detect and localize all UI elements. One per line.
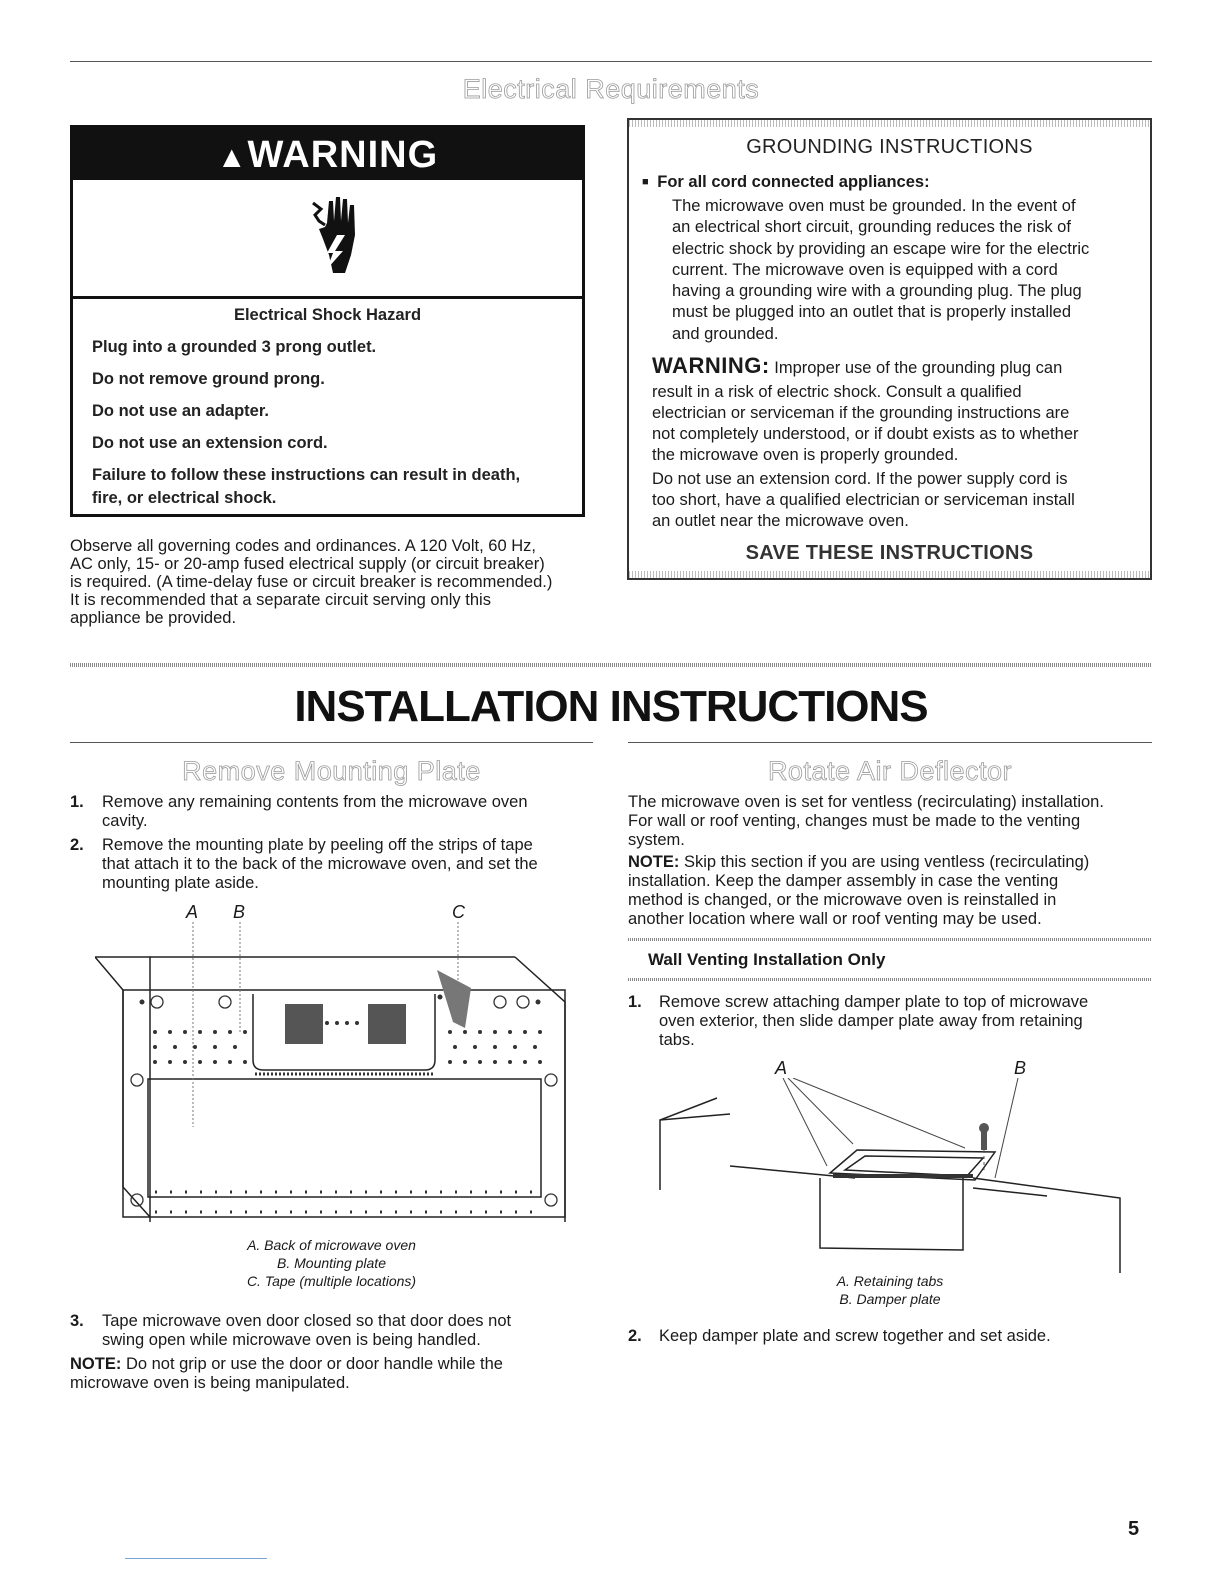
text-line: Remove any remaining contents from the microwave oven <box>102 793 528 811</box>
warning-triangle-icon: ▲ <box>216 141 248 174</box>
text-line: It is recommended that a separate circuit serving only this <box>70 591 491 609</box>
left-column-rule <box>70 742 593 743</box>
rotate-intro <box>628 793 1104 850</box>
warning-line: Do not use an extension cord. <box>92 434 328 452</box>
step-number: 2. <box>628 1327 642 1345</box>
text-line: system. <box>628 831 685 849</box>
text-line: must be plugged into an outlet that is properly installed <box>672 303 1071 322</box>
bullet-title: For all cord connected appliances: <box>657 173 930 191</box>
text-line: Do not use an extension cord. If the power supply cord is <box>652 470 1068 488</box>
text-line: method is changed, or the microwave oven is reinstalled in <box>628 891 1057 909</box>
remove-mounting-plate-title: Remove Mounting Plate <box>182 756 481 786</box>
warning-divider <box>73 296 582 299</box>
caption-line: B. Mounting plate <box>277 1255 386 1271</box>
hatched-divider <box>70 663 1152 667</box>
save-instructions: SAVE THESE INSTRUCTIONS <box>745 542 1034 564</box>
rotate-step2: Keep damper plate and screw together and set aside. <box>659 1327 1051 1345</box>
text-line: tabs. <box>659 1031 695 1049</box>
wall-venting-title: Wall Venting Installation Only <box>648 950 886 969</box>
note-label: NOTE: <box>628 853 680 871</box>
text-line: cavity. <box>102 812 148 830</box>
microwave-back-diagram <box>95 922 595 1222</box>
text-line: and grounded. <box>672 324 779 343</box>
label-c: C <box>452 902 465 922</box>
rotate-air-deflector-title: Rotate Air Deflector <box>767 756 1013 786</box>
square-bullet-icon: ■ <box>642 176 649 188</box>
warning-word: WARNING: <box>652 353 770 378</box>
remove-step2 <box>102 836 538 893</box>
warning-line: Do not remove ground prong. <box>92 370 325 388</box>
text-line: result in a risk of electric shock. Consult a qualified <box>652 383 1022 401</box>
text-line: not completely understood, or if doubt exists as to whether <box>652 425 1079 443</box>
text-line: the microwave oven is properly grounded. <box>652 446 959 464</box>
rotate-captions <box>628 1272 1152 1308</box>
text-line: AC only, 15- or 20-amp fused electrical supply (or circuit breaker) <box>70 555 545 573</box>
text-line: The microwave oven must be grounded. In the event of <box>672 197 1076 215</box>
hatched-rule <box>628 938 1152 941</box>
text-line: electric shock by providing an escape wire for the electric <box>672 239 1090 258</box>
text-line: Remove the mounting plate by peeling off the strips of tape <box>102 836 533 854</box>
text-line: that attach it to the back of the microwave oven, and set the <box>102 855 538 873</box>
text-line: electrician or serviceman if the grounding instructions are <box>652 404 1070 422</box>
text-line: current. The microwave oven is equipped with a cord <box>672 260 1058 279</box>
warning-line: Do not use an adapter. <box>92 402 269 420</box>
text-line: swing open while microwave oven is being handled. <box>102 1331 481 1349</box>
label-b: B <box>1014 1058 1027 1078</box>
remove-note <box>70 1355 503 1393</box>
caption-line: A. Back of microwave oven <box>247 1237 416 1253</box>
text-line: Skip this section if you are using ventless (recirculating) <box>683 853 1090 871</box>
grounding-para1 <box>672 196 1089 345</box>
text-line: The microwave oven is set for ventless (recirculating) installation. <box>628 793 1104 811</box>
text-line: Improper use of the grounding plug can <box>774 359 1063 377</box>
warning-header-text: WARNING <box>247 134 439 176</box>
step-number: 1. <box>70 793 84 811</box>
grounding-content <box>636 127 1143 571</box>
text-line: installation. Keep the damper assembly in case the venting <box>628 872 1059 890</box>
hazard-title: Electrical Shock Hazard <box>233 306 422 324</box>
grounding-warning-rest <box>652 382 1079 466</box>
caption-line: C. Tape (multiple locations) <box>246 1273 417 1289</box>
text-line: Remove screw attaching damper plate to top of microwave <box>659 993 1089 1011</box>
rotate-step1 <box>659 993 1088 1050</box>
text-line: having a grounding wire with a grounding plug. The plug <box>672 282 1082 301</box>
remove-step1 <box>102 793 528 831</box>
installation-title: INSTALLATION INSTRUCTIONS <box>294 682 928 731</box>
caption-line: A. Retaining tabs <box>836 1273 944 1289</box>
remove-plate-captions <box>70 1236 593 1290</box>
right-column-rule <box>628 742 1152 743</box>
top-rule <box>70 61 1152 62</box>
text-line: appliance be provided. <box>70 609 237 627</box>
text-line: another location where wall or roof venting may be used. <box>628 910 1042 928</box>
step-number: 3. <box>70 1312 84 1330</box>
damper-plate-diagram <box>655 1078 1135 1273</box>
text-line: mounting plate aside. <box>102 874 259 892</box>
text-line: Tape microwave oven door closed so that door does not <box>102 1312 512 1330</box>
caption-line: B. Damper plate <box>839 1291 941 1307</box>
warning-header <box>73 128 582 180</box>
grounding-box <box>627 118 1152 580</box>
warning-line: Failure to follow these instructions can result in death, <box>92 466 521 484</box>
hatched-rule <box>628 978 1152 981</box>
step-number: 2. <box>70 836 84 854</box>
text-line: Do not grip or use the door or door handle while the <box>125 1355 503 1373</box>
text-line: For wall or roof venting, changes must be made to the venting <box>628 812 1081 830</box>
text-line: too short, have a qualified electrician or serviceman install <box>652 491 1075 509</box>
electrical-requirements-title: Electrical Requirements <box>462 74 760 104</box>
remove-step3 <box>102 1312 511 1350</box>
text-line: microwave oven is being manipulated. <box>70 1374 350 1392</box>
grounding-warning-first-line <box>652 353 1062 379</box>
warning-line: Plug into a grounded 3 prong outlet. <box>92 338 377 356</box>
step-number: 1. <box>628 993 642 1011</box>
label-a: A <box>186 902 199 922</box>
electrical-shock-icon <box>307 195 367 281</box>
page-number: 5 <box>1128 1518 1140 1540</box>
text-line: Observe all governing codes and ordinances. A 120 Volt, 60 Hz, <box>70 537 536 555</box>
grounding-para3 <box>652 469 1075 532</box>
footer-link-rule <box>125 1558 267 1559</box>
note-first-line <box>628 853 1089 872</box>
rotate-note <box>628 853 1089 929</box>
label-a: A <box>775 1058 788 1078</box>
warning-line: fire, or electrical shock. <box>92 489 277 507</box>
text-line: an outlet near the microwave oven. <box>652 512 909 530</box>
label-b: B <box>233 902 246 922</box>
text-line: is required. (A time-delay fuse or circuit breaker is recommended.) <box>70 573 553 591</box>
bullet-line <box>642 173 930 192</box>
note-label: NOTE: <box>70 1355 122 1373</box>
observe-paragraph <box>70 537 590 627</box>
note-first-line <box>70 1355 503 1374</box>
text-line: an electrical short circuit, grounding reduces the risk of <box>672 218 1071 237</box>
grounding-title: GROUNDING INSTRUCTIONS <box>746 136 1033 158</box>
warning-box <box>70 125 585 517</box>
text-line: oven exterior, then slide damper plate away from retaining <box>659 1012 1083 1030</box>
